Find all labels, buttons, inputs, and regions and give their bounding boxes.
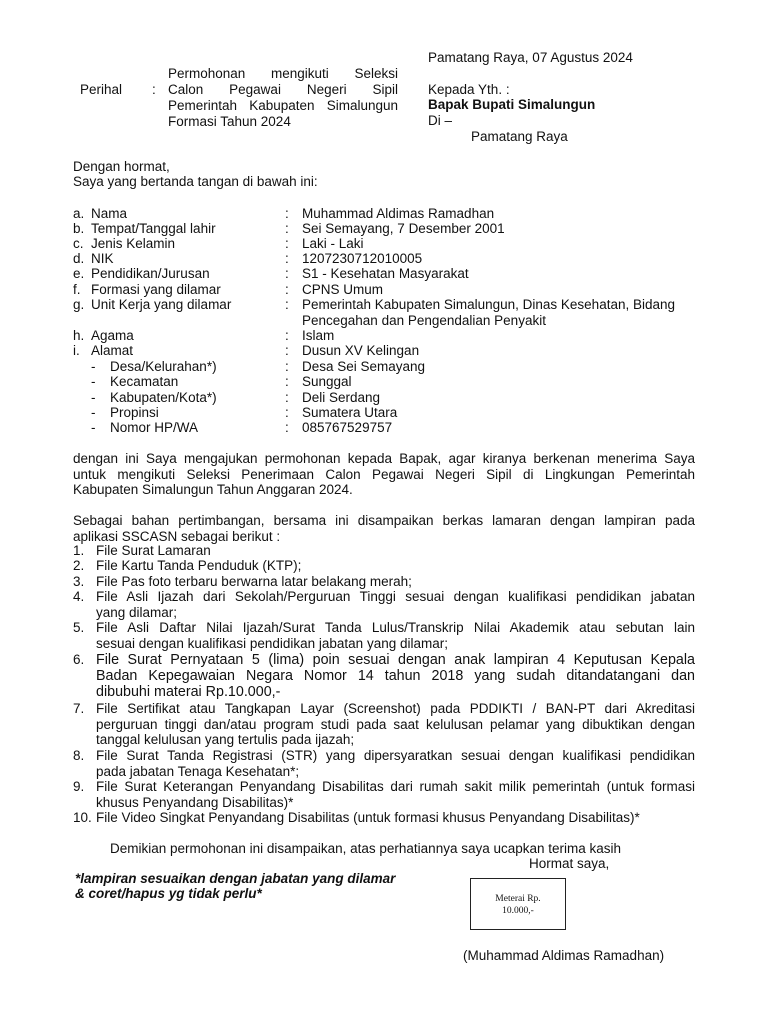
row-label: Tempat/Tanggal lahir: [91, 221, 216, 236]
row-value: CPNS Umum: [302, 282, 384, 297]
item-line: File Surat Lamaran: [96, 543, 211, 558]
item-line: File Sertifikat atau Tangkapan Layar (Screenshot) pada PDDIKTI / BAN-PT dari Akreditasi: [96, 701, 695, 716]
row-value: Sumatera Utara: [302, 405, 398, 420]
row-colon: :: [285, 420, 289, 435]
identity-row: [0, 251, 768, 267]
row-value: Sunggal: [302, 374, 352, 389]
item-line: File Asli Ijazah dari Sekolah/Perguruan Tinggi sesuai dengan kualifikasi pendidikan jabatan: [96, 589, 695, 604]
intro-line: Saya yang bertanda tangan di bawah ini:: [73, 174, 318, 189]
item-number: 5.: [73, 620, 85, 635]
item-line: File Kartu Tanda Penduduk (KTP);: [96, 558, 302, 573]
attachments-intro: [73, 513, 695, 544]
row-key: i.: [73, 343, 80, 358]
greeting: Dengan hormat,: [73, 159, 170, 174]
row-value: Deli Serdang: [302, 390, 381, 405]
row-colon: :: [285, 328, 289, 343]
row-key: g.: [73, 297, 85, 312]
row-colon: :: [285, 251, 289, 266]
row-key: h.: [73, 328, 85, 343]
place-date: Pamatang Raya, 07 Agustus 2024: [428, 50, 633, 65]
row-key: d.: [73, 251, 85, 266]
row-key: -: [91, 374, 96, 389]
row-value: Dusun XV Kelingan: [302, 343, 420, 358]
kepada-label: Kepada Yth. :: [428, 82, 510, 97]
row-key: a.: [73, 206, 85, 221]
item-line: yang dilamar;: [96, 604, 178, 620]
item-number: 2.: [73, 558, 85, 573]
item-line: File Video Singkat Penyandang Disabilitas (untuk formasi khusus Penyandang Disabilitas)*: [96, 810, 640, 825]
identity-row: [0, 420, 768, 436]
closing-sentence: Demikian permohonan ini disampaikan, atas perhatiannya saya ucapkan terima kasih: [110, 841, 622, 856]
row-label: Agama: [91, 328, 134, 343]
row-label: Pendidikan/Jurusan: [91, 266, 210, 281]
perihal-line: Permohonan mengikuti Seleksi: [168, 66, 398, 81]
row-label: Formasi yang dilamar: [91, 282, 221, 297]
row-value: Sei Semayang, 7 Desember 2001: [302, 221, 505, 236]
identity-row: [0, 390, 768, 406]
item-line: khusus Penyandang Disabilitas)*: [96, 794, 294, 810]
item-number: 8.: [73, 748, 85, 763]
signature-name: (Muhammad Aldimas Ramadhan): [463, 948, 665, 963]
item-line: perguruan tinggi dan/atau program studi pada saat kelulusan pelamar yang dibuktikan dengan: [96, 716, 695, 732]
row-colon: :: [285, 359, 289, 374]
item-line: Badan Kepegawaian Negara Nomor 14 tahun 2018 yang sudah ditandatangani dan: [96, 668, 695, 684]
row-colon: :: [285, 221, 289, 236]
item-number: 10.: [73, 810, 92, 825]
row-key: -: [91, 359, 96, 374]
identity-row: [0, 297, 768, 313]
row-colon: :: [285, 297, 289, 312]
row-label: Propinsi: [110, 405, 159, 420]
perihal-line: Formasi Tahun 2024: [168, 114, 291, 129]
row-label: Desa/Kelurahan*): [110, 359, 217, 374]
recipient-place: Pamatang Raya: [471, 129, 568, 144]
row-value: Islam: [302, 328, 335, 343]
row-key: -: [91, 420, 96, 435]
row-label: Unit Kerja yang dilamar: [91, 297, 232, 312]
regards: Hormat saya,: [529, 856, 610, 871]
identity-row: [0, 405, 768, 421]
row-key: e.: [73, 266, 85, 281]
item-line: File Asli Daftar Nilai Ijazah/Surat Tanda Lulus/Transkrip Nilai Akademik atau sebutan lain: [96, 620, 695, 635]
item-line: sesuai dengan kualifikasi pendidikan jabatan yang dilamar;: [96, 635, 448, 651]
row-label: NIK: [91, 251, 114, 266]
item-line: File Surat Tanda Registrasi (STR) yang dipersyaratkan sesuai dengan kualifikasi pendidikan: [96, 748, 695, 763]
attachment-note: & coret/hapus yg tidak perlu*: [75, 886, 262, 901]
item-number: 7.: [73, 701, 85, 716]
row-label: Alamat: [91, 343, 134, 358]
row-key: -: [91, 405, 96, 420]
row-label: Nama: [91, 206, 128, 221]
item-number: 4.: [73, 589, 85, 604]
row-key: -: [91, 390, 96, 405]
row-label: Jenis Kelamin: [91, 236, 176, 251]
row-label: Nomor HP/WA: [110, 420, 199, 435]
row-key: b.: [73, 221, 85, 236]
row-label: Kecamatan: [110, 374, 179, 389]
item-number: 9.: [73, 779, 85, 794]
perihal-line: Calon Pegawai Negeri Sipil: [168, 82, 398, 97]
paragraph-line: untuk mengikuti Seleksi Penerimaan Calon Pegawai Negeri Sipil di Lingkungan Pemerintah: [73, 466, 695, 482]
item-number: 1.: [73, 543, 85, 558]
meterai-stamp-box: [470, 878, 566, 930]
item-line: File Surat Pernyataan 5 (lima) poin sesuai dengan anak lampiran 4 Keputusan Kepala: [96, 652, 695, 668]
identity-row-continuation: [0, 313, 768, 329]
identity-row: [0, 328, 768, 344]
perihal-line: Pemerintah Kabupaten Simalungun: [168, 98, 398, 113]
row-value: Pemerintah Kabupaten Simalungun, Dinas Kesehatan, Bidang: [302, 297, 676, 312]
identity-row: [0, 359, 768, 375]
row-value: Desa Sei Semayang: [302, 359, 426, 374]
row-value-continued: Pencegahan dan Pengendalian Penyakit: [302, 313, 546, 328]
paragraph-line: Kabupaten Simalungun Tahun Anggaran 2024.: [73, 482, 353, 497]
item-line: File Pas foto terbaru berwarna latar belakang merah;: [96, 574, 412, 589]
identity-row: [0, 343, 768, 359]
request-paragraph: [73, 451, 695, 498]
identity-row: [0, 236, 768, 252]
row-colon: :: [285, 390, 289, 405]
row-value: Muhammad Aldimas Ramadhan: [302, 206, 495, 221]
paragraph-line: Sebagai bahan pertimbangan, bersama ini disampaikan berkas lamaran dengan lampiran pada: [73, 513, 695, 528]
identity-row: [0, 206, 768, 222]
paragraph-line: dengan ini Saya mengajukan permohonan kepada Bapak, agar kiranya berkenan menerima Saya: [73, 451, 695, 466]
identity-row: [0, 374, 768, 390]
row-value: 1207230712010005: [302, 251, 423, 266]
row-value: 085767529757: [302, 420, 393, 435]
row-colon: :: [285, 343, 289, 358]
recipient-name: Bapak Bupati Simalungun: [428, 97, 596, 112]
row-value: Laki - Laki: [302, 236, 364, 251]
identity-row: [0, 221, 768, 237]
item-line: pada jabatan Tenaga Kesehatan*;: [96, 763, 300, 779]
row-colon: :: [285, 282, 289, 297]
identity-row: [0, 266, 768, 282]
recipient-di: Di –: [428, 113, 453, 128]
stamp-text: Meterai Rp.: [495, 894, 541, 904]
row-colon: :: [285, 206, 289, 221]
paragraph-line: aplikasi SSCASN sebagai berikut :: [73, 528, 281, 544]
item-number: 6.: [73, 652, 85, 667]
row-label: Kabupaten/Kota*): [110, 390, 217, 405]
item-number: 3.: [73, 574, 85, 589]
identity-row: [0, 282, 768, 298]
attachment-note: *lampiran sesuaikan dengan jabatan yang dilamar: [75, 871, 396, 886]
item-line: dibubuhi materai Rp.10.000,-: [96, 684, 281, 700]
item-line: tanggal kelulusan yang tertulis pada ijazah;: [96, 732, 355, 747]
row-colon: :: [285, 405, 289, 420]
perihal-colon: :: [152, 82, 156, 97]
row-key: f.: [73, 282, 81, 297]
perihal-label: Perihal: [80, 82, 123, 97]
row-key: c.: [73, 236, 84, 251]
row-colon: :: [285, 236, 289, 251]
item-line: File Surat Keterangan Penyandang Disabilitas dari rumah sakit milik pemerintah (untuk formasi: [96, 779, 695, 794]
row-colon: :: [285, 266, 289, 281]
row-colon: :: [285, 374, 289, 389]
row-value: S1 - Kesehatan Masyarakat: [302, 266, 469, 281]
stamp-text: 10.000,-: [502, 906, 534, 916]
